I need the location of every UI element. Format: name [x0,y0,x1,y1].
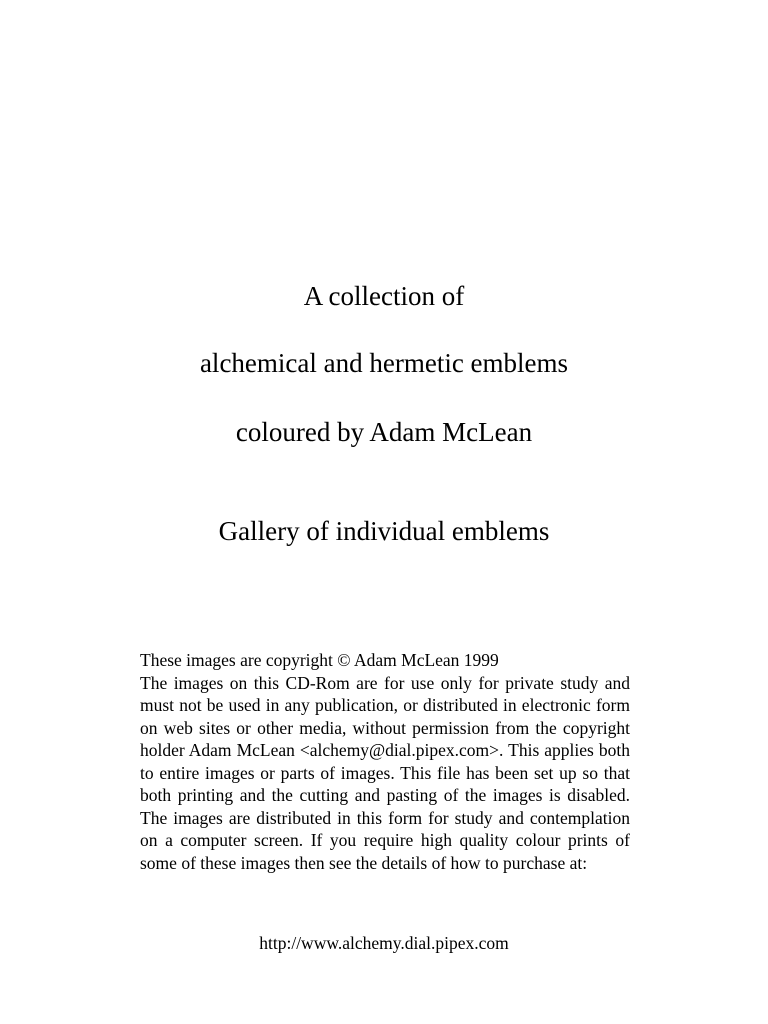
copyright-notice [140,649,630,874]
website-url: http://www.alchemy.dial.pipex.com [259,933,509,953]
title-line-collection: A collection of [303,281,465,311]
title-line-author: coloured by Adam McLean [235,417,533,447]
title-line-subject: alchemical and hermetic emblems [199,348,569,378]
copyright-body-text: The images on this CD-Rom are for use only for private study and must not be used in any publication, or distributed in electronic form on web sites or other media, without permission from the copyright holder Adam McLean <alchemy@dial.pipex.com>. This applies both to entire images or parts of images. This file has been set up so that both printing and the cutting and pasting of the images is disabled. The images are distributed in this form for study and contemplation on a computer screen. If you require high quality colour prints of some of these images then see the details of how to purchase at: [140,672,630,873]
copyright-line: These images are copyright © Adam McLean 1999 [140,650,499,670]
title-line-gallery: Gallery of individual emblems [218,516,550,546]
